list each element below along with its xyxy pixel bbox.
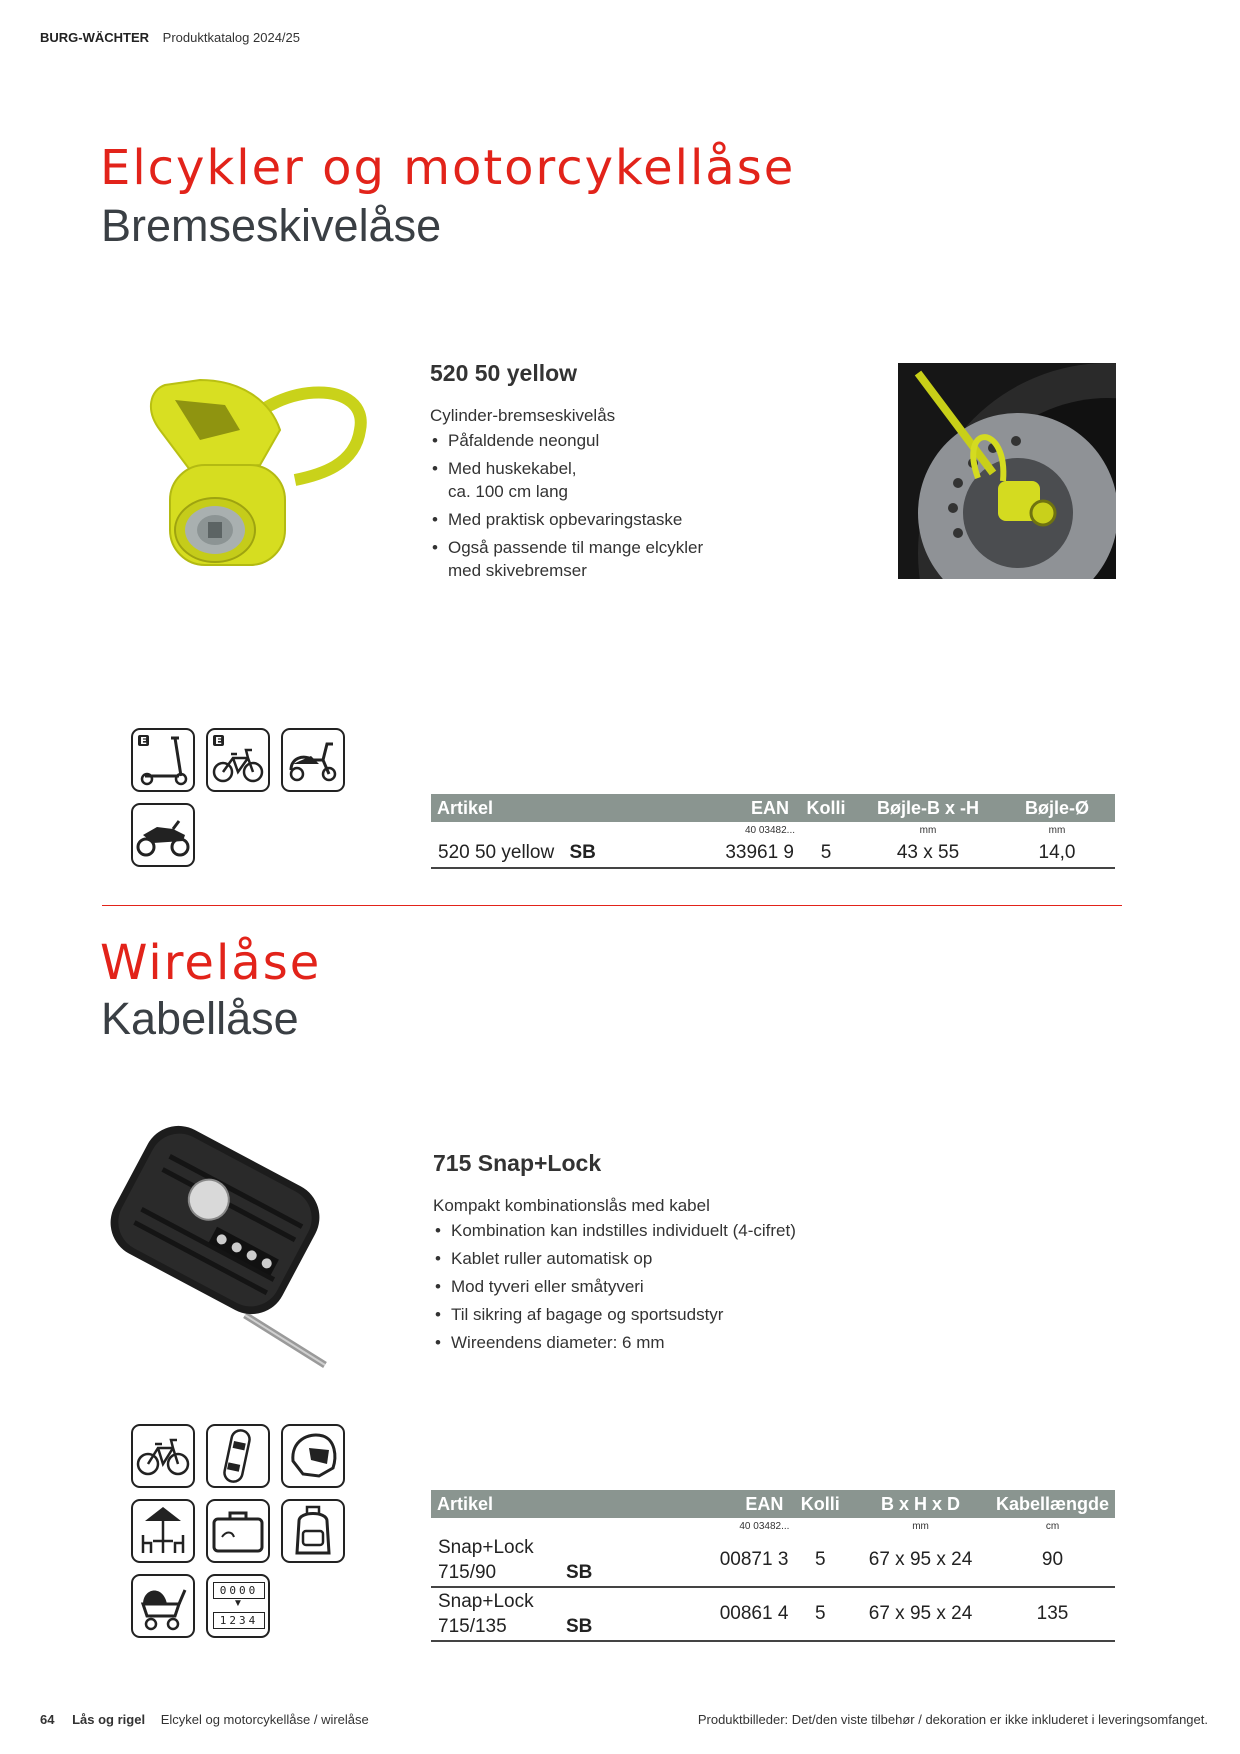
cell-extra: 135 [990, 1587, 1115, 1641]
cell-ean: 00871 3 [698, 1534, 789, 1587]
table-row [431, 1534, 1115, 1587]
product1-bullet: • Med praktisk opbevaringstaske [430, 508, 810, 531]
footer-disclaimer: Produktbilleder: Det/den viste tilbehør / dekoration er ikke inkluderet i leveringsomfanget. [697, 1712, 1208, 1727]
product2-bullet: • Wireendens diameter: 6 mm [433, 1331, 853, 1354]
page-header [40, 30, 300, 45]
section1-spec-table [431, 794, 1115, 869]
cell-pack: SB [566, 1562, 593, 1583]
section1-subtitle: Bremseskivelåse [101, 200, 442, 251]
cell-dimensions: 43 x 55 [857, 838, 999, 868]
col-header-ean: EAN [698, 1490, 789, 1518]
col-header-artikel: Artikel [431, 794, 703, 822]
section-divider [102, 905, 1122, 906]
product2-intro: Kompakt kombinationslås med kabel [433, 1196, 710, 1215]
helmet-icon [281, 1424, 345, 1488]
product1-bullet: • Påfaldende neongul [430, 429, 810, 452]
svg-text:E: E [140, 736, 147, 747]
col-header-ean: EAN [703, 794, 795, 822]
product2-bullet: • Mod tyveri eller småtyveri [433, 1275, 853, 1298]
col-header-extra: Kabellængde [990, 1490, 1115, 1518]
suitcase-icon [206, 1499, 270, 1563]
product1-bullet: • Også passende til mange elcykler med skivebremser [430, 536, 810, 582]
arrow-down-icon: ▼ [233, 1598, 243, 1609]
cell-ean: 00861 4 [698, 1587, 789, 1641]
chapter-name: Lås og rigel [72, 1712, 146, 1727]
bicycle-icon [131, 1424, 195, 1488]
product1-intro: Cylinder-bremseskivelås [430, 406, 616, 425]
section2-title: Wirelåse [100, 935, 322, 991]
table-header-row [431, 1490, 1115, 1518]
e-scooter-icon [131, 728, 195, 792]
unit-ean-prefix: 40 03482... [739, 1520, 790, 1532]
cell-ean: 33961 9 [703, 838, 795, 868]
cell-kolli: 5 [789, 1534, 851, 1587]
motorcycle-icon [131, 803, 195, 867]
product2-bullet: • Kombination kan indstilles individuelt (4-cifret) [433, 1219, 853, 1242]
col-header-extra: Bøjle-Ø [999, 794, 1115, 822]
product1-title: 520 50 yellow [430, 360, 578, 386]
col-header-kolli: Kolli [789, 1490, 851, 1518]
cell-artikel: 520 50 yellow SB [431, 838, 703, 868]
col-header-kolli: Kolli [795, 794, 857, 822]
catalog-name: Produktkatalog 2024/25 [162, 30, 300, 45]
product1-bullet: • Med huskekabel, ca. 100 cm lang [430, 457, 810, 503]
cell-artikel: Snap+Lock 715/90 SB [431, 1534, 698, 1587]
cell-extra: 90 [990, 1534, 1115, 1587]
cell-artikel: Snap+Lock 715/135 SB [431, 1587, 698, 1641]
cell-pack: SB [566, 1616, 593, 1637]
unit-ean-prefix: 40 03482... [744, 824, 795, 836]
table-header-row [431, 794, 1115, 822]
unit-mm: mm [912, 1520, 929, 1532]
unit-mm: mm [1048, 824, 1066, 836]
unit-mm: mm [919, 824, 937, 836]
snowboard-icon [206, 1424, 270, 1488]
dial-top-digits: 0000 [213, 1582, 265, 1599]
cell-dimensions: 67 x 95 x 24 [851, 1534, 990, 1587]
product2-title: 715 Snap+Lock [433, 1150, 602, 1176]
svg-text:E: E [215, 736, 222, 747]
col-header-dimensions: Bøjle-B x -H [857, 794, 999, 822]
section1-title: Elcykler og motorcykellåse [100, 140, 796, 196]
stroller-icon [131, 1574, 195, 1638]
section2-subtitle: Kabellåse [101, 993, 299, 1044]
snap-lock-photo [105, 1125, 340, 1370]
disc-lock-on-brake-photo [898, 363, 1116, 579]
cell-kolli: 5 [789, 1587, 851, 1641]
scooter-icon [281, 728, 345, 792]
garden-furniture-icon [131, 1499, 195, 1563]
col-header-artikel: Artikel [431, 1490, 698, 1518]
dial-bottom-digits: 1234 [213, 1612, 265, 1629]
unit-cm: cm [1045, 1520, 1060, 1532]
table-row [431, 1587, 1115, 1641]
brand-name: BURG-WÄCHTER [40, 30, 150, 45]
product2-bullet: • Til sikring af bagage og sportsudstyr [433, 1303, 853, 1326]
disc-lock-yellow-photo [130, 370, 370, 575]
cell-dimensions: 67 x 95 x 24 [851, 1587, 990, 1641]
table-unit-row [431, 822, 1115, 838]
section-name: Elcykel og motorcykellåse / wirelåse [160, 1712, 369, 1727]
page-number: 64 [40, 1712, 55, 1727]
e-bike-icon [206, 728, 270, 792]
cell-extra: 14,0 [999, 838, 1115, 868]
section2-spec-table [431, 1490, 1115, 1642]
cell-kolli: 5 [795, 838, 857, 868]
col-header-dimensions: B x H x D [851, 1490, 990, 1518]
backpack-icon [281, 1499, 345, 1563]
table-row [431, 838, 1115, 868]
product2-bullet: • Kablet ruller automatisk op [433, 1247, 853, 1270]
combination-dial-icon [206, 1574, 270, 1638]
cell-pack: SB [569, 841, 596, 863]
page-footer-left [40, 1712, 369, 1727]
table-unit-row [431, 1518, 1115, 1534]
product1-description [430, 404, 810, 587]
product2-description [433, 1194, 853, 1359]
